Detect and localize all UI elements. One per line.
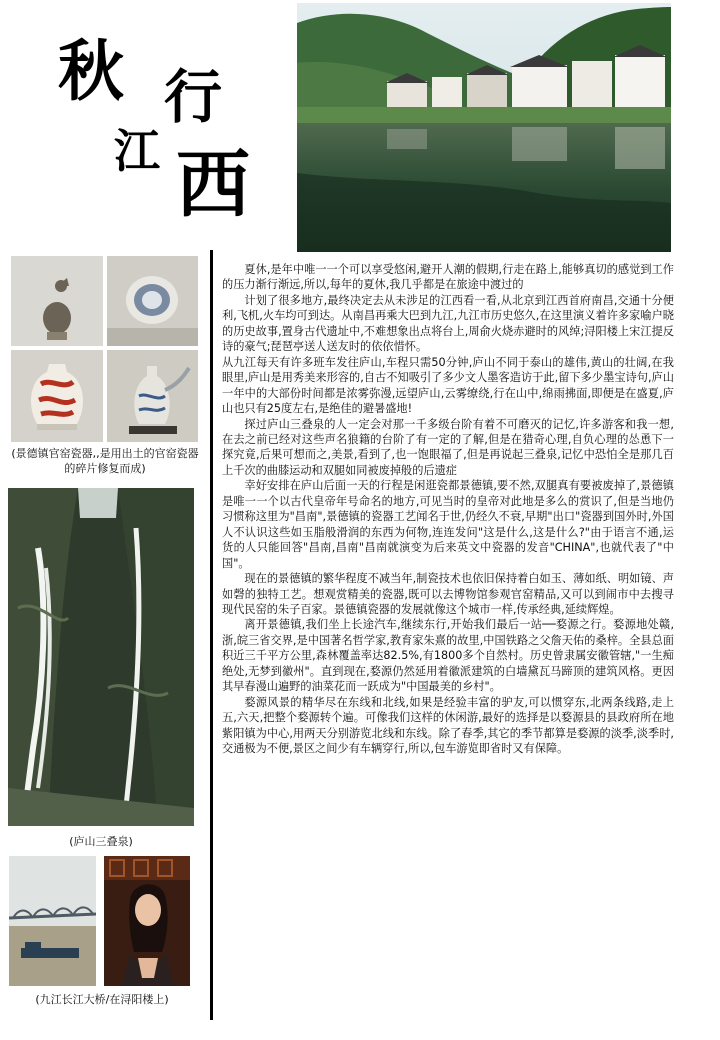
village-photo xyxy=(297,3,671,252)
paragraph-intro: 夏休,是年中唯一一个可以享受悠闲,避开人潮的假期,行走在路上,能够真切的感觉到工作的压力渐行渐远,所以,每年的夏休,我几乎都是在旅途中渡过的 xyxy=(222,263,674,292)
paragraph-sandiequan: 探过庐山三叠泉的人一定会对那一千多级台阶有着不可磨灭的记忆,许多游客和我一想,在去之前已经对这些声名狼籍的台阶了有一定的了解,但是在猎奇心理,自负心理的怂恿下一探究竟,后果可想而之,美景,看到了,也一饱眼福了,但是再说起三叠泉,记忆中恐怕全是那几百上千次的曲膝运动和双腿如同被废掉般的后遗症 xyxy=(222,417,674,477)
bridge-photo xyxy=(9,856,96,986)
column-divider xyxy=(210,250,213,1020)
waterfall-caption: (庐山三叠泉) xyxy=(69,835,133,848)
article-body xyxy=(222,262,674,757)
paragraph-porcelain: 现在的景德镇的繁华程度不减当年,制瓷技术也依旧保持着白如玉、薄如纸、明如镜、声如磬的独特工艺。想观赏精美的瓷器,既可以去博物馆参观官窑精品,又可以到闹市中去搜寻现代民窑的朱子百家。景德镇瓷器的发展就像这个城市一样,传承经典,延续辉煌。 xyxy=(222,572,674,616)
porcelain-caption: (景德镇官窑瓷器,,是用出土的官窑瓷器的碎片修复而成) xyxy=(11,447,199,475)
portrait-photo xyxy=(104,856,190,986)
paragraph-wuyuan: 离开景德镇,我们坐上长途汽车,继续东行,开始我们最后一站──婺源之行。婺源地处赣,浙,皖三省交界,是中国著名哲学家,教育家朱熹的故里,中国铁路之父詹天佑的桑梓。全县总面积近三千平方公里,森林覆盖率达82.5%,有1800多个自然村。历史曾隶属安徽管辖,"一生痴绝处,无梦到徽州"。直到现在,婺源仍然延用着徽派建筑的白墙黛瓦马蹄顶的建筑风格。更因其早春漫山遍野的油菜花而一跃成为"中国最美的乡村"。 xyxy=(222,618,674,694)
paragraph-lushan: 从九江每天有许多班车发往庐山,车程只需50分钟,庐山不同于泰山的雄伟,黄山的壮阔,在我眼里,庐山是用秀美来形容的,自古不知吸引了多少文人墨客造访于此,留下多少墨宝诗句,庐山一年中的大部份时间都是浓雾弥漫,远望庐山,云雾缭绕,行在山中,绵雨拂面,即便是在盛夏,庐山也只有25度左右,是绝佳的避暑盛地! xyxy=(222,355,674,416)
waterfall-photo xyxy=(8,488,194,826)
paragraph-wuyuan-routes: 婺源风景的精华尽在东线和北线,如果是经验丰富的驴友,可以惯穿东,北两条线路,走上五,六天,把整个婺源转个遍。可像我们这样的休闲游,最好的选择是以婺源县的县政府所在地紫阳镇为中心,用两天分别游览北线和东线。除了春季,其它的季节都算是婺源的淡季,淡季时,交通极为不便,景区之间少有车辆穿行,所以,包车游览即省时又有保障。 xyxy=(222,695,674,756)
title-char-xi: 西 xyxy=(176,142,250,228)
title-char-qiu: 秋 xyxy=(58,32,124,110)
title-char-xing: 行 xyxy=(164,63,223,131)
paragraph-jingdezhen: 幸好安排在庐山后面一天的行程是闲逛瓷都景德镇,要不然,双腿真有要被废掉了,景德镇是唯一一个以古代皇帝年号命名的地方,可见当时的皇帝对此地是多么的赏识了,但是当地仍习惯称这里为"昌南",景德镇的瓷器工艺闻名于世,仍经久不衰,早期"出口"瓷器到国外时,外国人不认识这些如玉脂般滑润的东西为何物,连连发问"这是什么,这是什么?"由于语言不通,运货的人只能回答"昌南,昌南"昌南就演变为后来英文中瓷器的发音"CHINA",也就代表了"中国"。 xyxy=(222,479,674,570)
porcelain-photo-3 xyxy=(11,350,103,442)
bridge-caption: (九江长江大桥/在浔阳楼上) xyxy=(35,993,169,1006)
porcelain-photo-4 xyxy=(107,350,198,442)
porcelain-photo-1 xyxy=(11,256,103,346)
title-char-jiang: 江 xyxy=(114,124,160,178)
paragraph-plan: 计划了很多地方,最终决定去从未涉足的江西看一看,从北京到江西首府南昌,交通十分便利,飞机,火车均可到达。从南昌再乘大巴到九江,九江市历史悠久,在这里演义着许多家喻户晓的历史故事,置身古代遗址中,不难想象出点将台上,周俞火烧赤避时的风绰;浔阳楼上宋江提反诗的豪气;琵琶亭送人送友时的依依惜怀。 xyxy=(222,293,674,354)
porcelain-photo-2 xyxy=(107,256,198,346)
